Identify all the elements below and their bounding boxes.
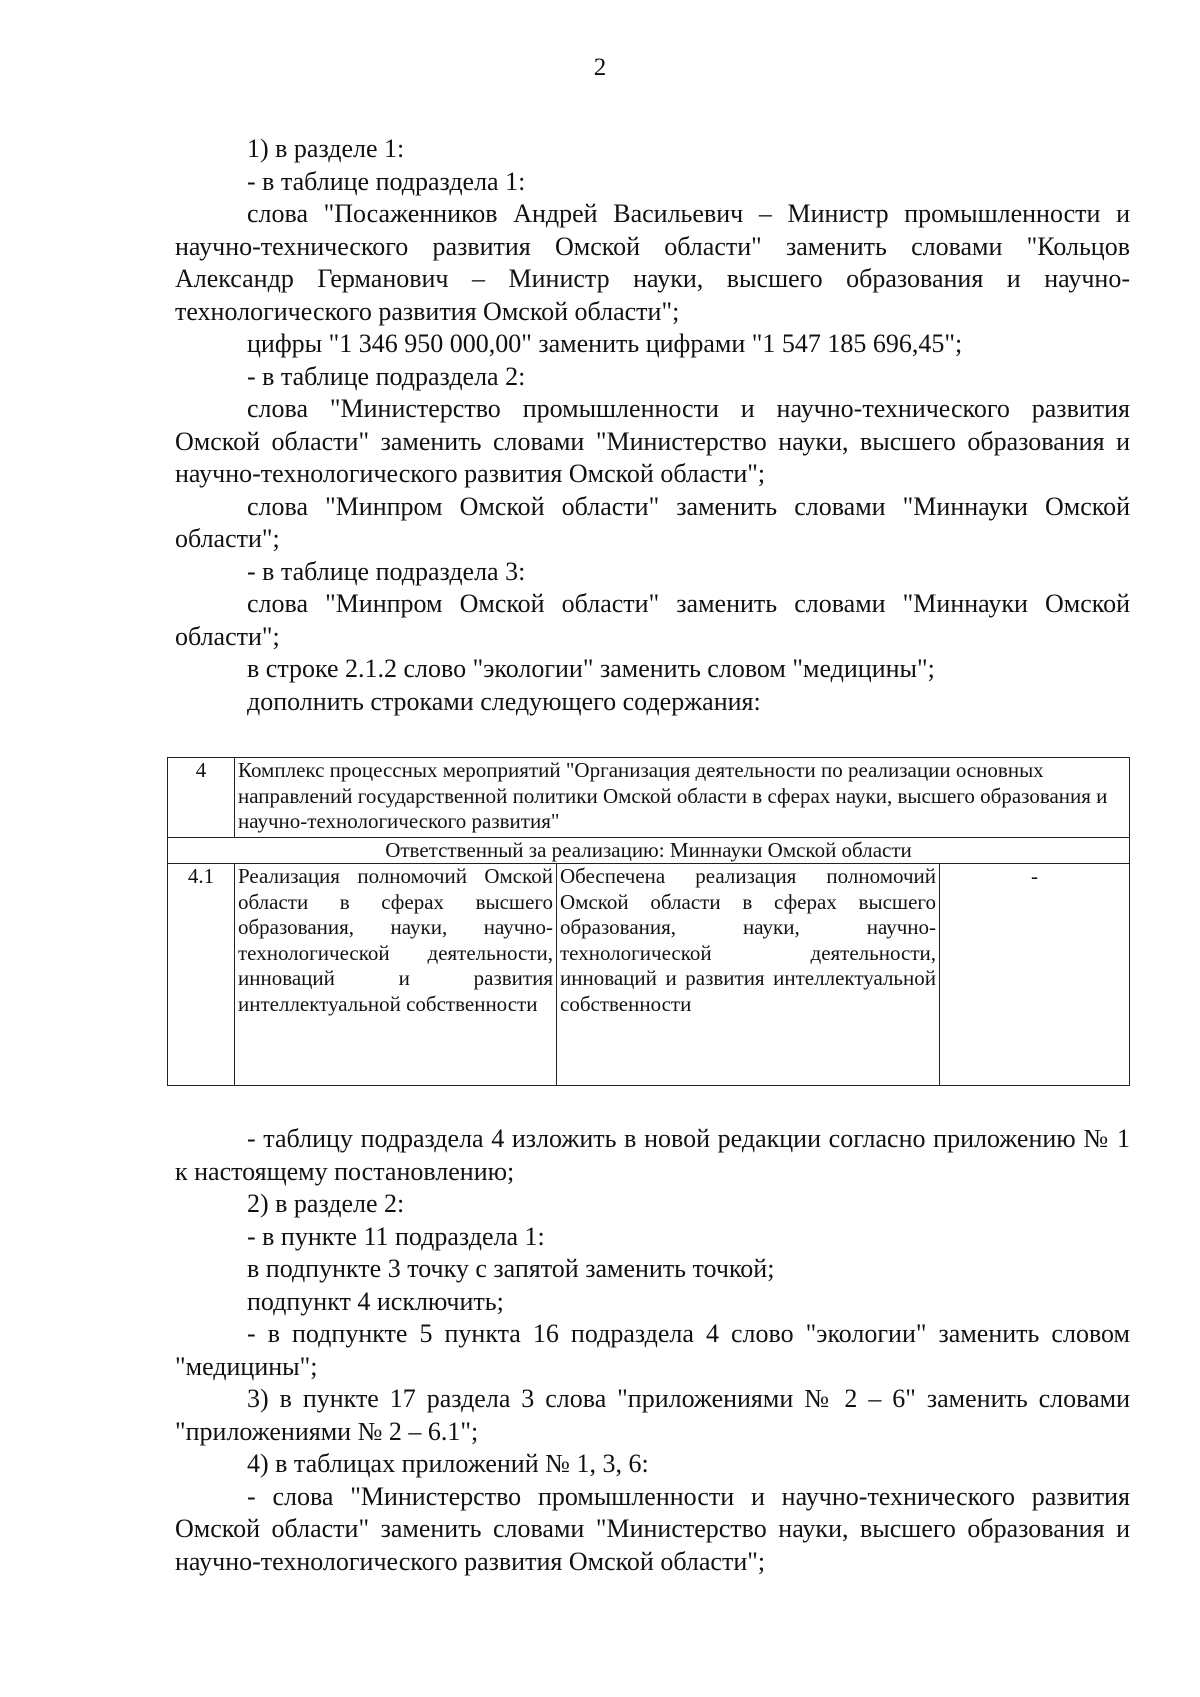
paragraph: в подпункте 3 точку с запятой заменить точкой; — [247, 1254, 775, 1283]
document-body-top — [175, 133, 1130, 718]
result-cell: Обеспечена реализация полномочий Омской области в сферах высшего образования, науки, научно-технологической деятельности, инноваций и развития интеллектуальной собственности — [557, 864, 940, 1086]
inserted-rows-table — [167, 757, 1130, 1086]
paragraph: 1) в разделе 1: — [247, 134, 405, 163]
paragraph: слова "Посаженников Андрей Васильевич – Министр промышленности и научно-технического развития Омской области" заменить словами "Кольцов Александр Германович – Министр науки, высшего образования и научно-технологического развития Омской области"; — [175, 199, 1130, 326]
paragraph: - в подпункте 5 пункта 16 подраздела 4 слово "экологии" заменить словом "медицины"; — [175, 1319, 1130, 1381]
paragraph: 3) в пункте 17 раздела 3 слова "приложениями № 2 – 6" заменить словами "приложениями № 2 – 6.1"; — [175, 1384, 1130, 1446]
page-number: 2 — [593, 54, 607, 81]
paragraph: слова "Минпром Омской области" заменить словами "Миннауки Омской области"; — [175, 491, 1130, 553]
paragraph: - в таблице подраздела 1: — [247, 166, 526, 196]
table-row — [168, 837, 1130, 864]
complex-title: Комплекс процессных мероприятий "Организация деятельности по реализации основных направлений государственной политики Омской области в сферах науки, высшего образования и научно-технологического развития" — [235, 758, 1130, 838]
paragraph: - слова "Министерство промышленности и научно-технического развития Омской области" заменить словами "Министерство науки, высшего образования и научно-технологического развития Омской области"; — [175, 1481, 1130, 1576]
table-row — [168, 864, 1130, 1086]
task-cell: Реализация полномочий Омской области в сферах высшего образования, науки, научно-технологической деятельности, инноваций и развития интеллектуальной собственности — [235, 864, 557, 1086]
paragraph: цифры "1 346 950 000,00" заменить цифрами "1 547 185 696,45"; — [247, 329, 963, 358]
row-number: 4 — [168, 758, 235, 838]
paragraph: слова "Министерство промышленности и научно-технического развития Омской области" заменить словами "Министерство науки, высшего образования и научно-технологического развития Омской области"; — [175, 394, 1130, 488]
responsible-row: Ответственный за реализацию: Миннауки Омской области — [168, 837, 1130, 864]
paragraph: 4) в таблицах приложений № 1, 3, 6: — [247, 1449, 649, 1478]
paragraph: - в пункте 11 подраздела 1: — [247, 1221, 545, 1251]
row-number: 4.1 — [168, 864, 235, 1086]
paragraph: 2) в разделе 2: — [247, 1189, 405, 1218]
paragraph: - таблицу подраздела 4 изложить в новой редакции согласно приложению № 1 к настоящему постановлению; — [175, 1124, 1130, 1186]
paragraph: дополнить строками следующего содержания: — [247, 686, 761, 716]
paragraph: - в таблице подраздела 3: — [247, 556, 526, 586]
paragraph: в строке 2.1.2 слово "экологии" заменить словом "медицины"; — [247, 654, 935, 683]
paragraph: - в таблице подраздела 2: — [247, 361, 526, 391]
table-row — [168, 758, 1130, 838]
link-cell: - — [940, 864, 1130, 1086]
paragraph: слова "Минпром Омской области" заменить словами "Миннауки Омской области"; — [175, 589, 1130, 651]
paragraph: подпункт 4 исключить; — [247, 1286, 504, 1316]
document-body-bottom — [175, 1123, 1130, 1578]
